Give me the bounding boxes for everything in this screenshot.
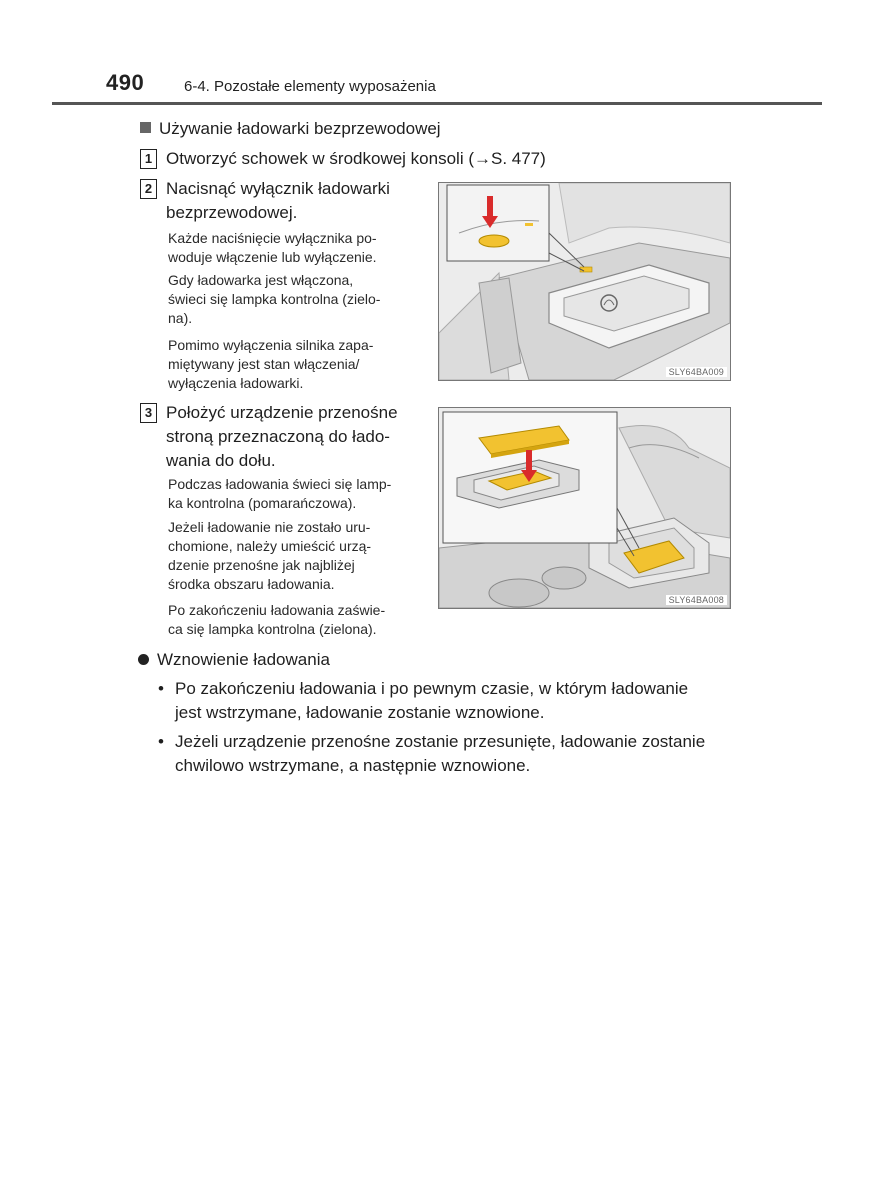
disc-bullet-icon [138, 654, 149, 665]
step-3-text: Położyć urządzenie przenośne stroną przeznaczoną do łado- wania do dołu. [166, 403, 398, 470]
step-number-box: 3 [140, 403, 157, 423]
figure-device-placement [438, 407, 731, 609]
step-2-text: Nacisnąć wyłącznik ładowarki bezprzewodowej. [166, 179, 390, 222]
console-illustration [439, 183, 730, 380]
square-bullet-icon [140, 122, 151, 133]
figure-charger-switch [438, 182, 731, 381]
step-1-text: Otworzyć schowek w środkowej konsoli (→S. 477) [166, 149, 546, 168]
charging-tray-illustration [439, 408, 730, 608]
page-number: 490 [106, 70, 145, 95]
bullet-icon: • [158, 732, 164, 751]
step-3-note: Jeżeli ładowanie nie zostało uru- chomione, należy umieścić urzą- dzenie przenośne jak najbliżej środka obszaru ładowania. [168, 519, 372, 592]
header-rule [52, 102, 822, 105]
chapter-title: 6-4. Pozostałe elementy wyposażenia [184, 78, 436, 95]
page-header [52, 70, 822, 106]
step-number-box: 1 [140, 149, 157, 169]
figure-code: SLY64BA008 [666, 595, 727, 605]
step-2-note: Każde naciśnięcie wyłącznika po- woduje włączenie lub wyłączenie. [168, 230, 377, 265]
bullet-icon: • [158, 679, 164, 698]
resume-item: • Jeżeli urządzenie przenośne zostanie przesunięte, ładowanie zostanie chwilowo wstrzymane, a następnie wznowione. [158, 732, 706, 775]
resume-heading: Wznowienie ładowania [138, 650, 330, 670]
step-2-note: Gdy ładowarka jest włączona, świeci się lampka kontrolna (zielo- na). [168, 272, 381, 326]
figure-code: SLY64BA009 [666, 367, 727, 377]
step-3-note: Podczas ładowania świeci się lamp- ka kontrolna (pomarańczowa). [168, 476, 392, 511]
step-3-note: Po zakończeniu ładowania zaświe- ca się lampka kontrolna (zielona). [168, 602, 386, 637]
section-title: Używanie ładowarki bezprzewodowej [140, 119, 441, 139]
resume-item: • Po zakończeniu ładowania i po pewnym czasie, w którym ładowanie jest wstrzymane, ładowanie zostanie wznowione. [158, 679, 689, 722]
step-2-note: Pomimo wyłączenia silnika zapa- miętywany jest stan włączenia/ wyłączenia ładowarki. [168, 337, 374, 391]
step-number-box: 2 [140, 179, 157, 199]
